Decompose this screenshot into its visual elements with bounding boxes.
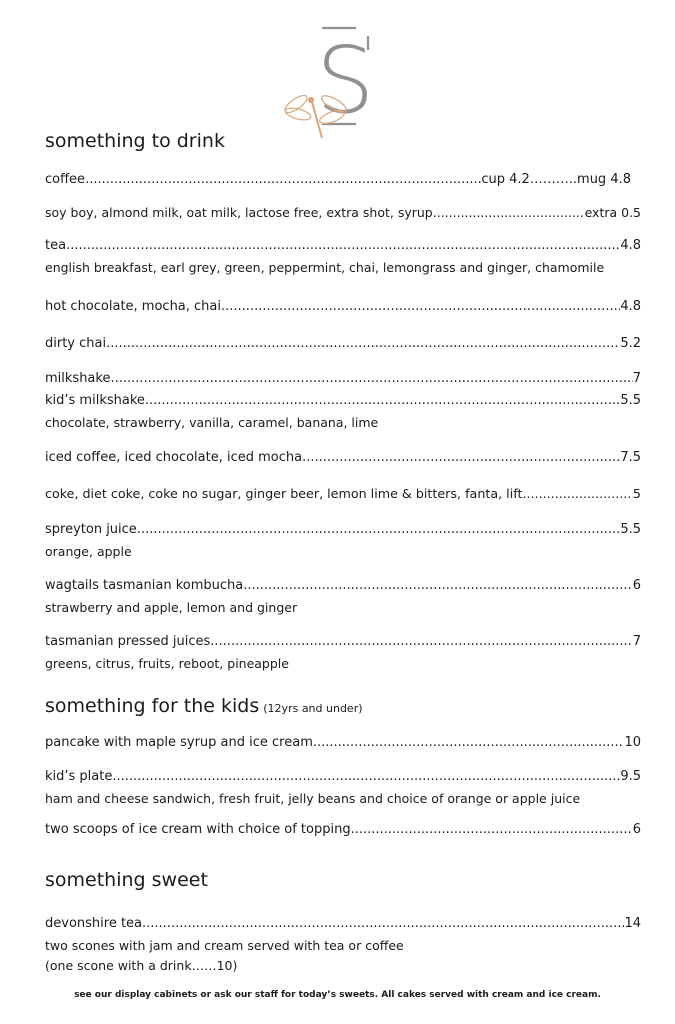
menu-item-kombucha [45,578,641,596]
cafe-logo [282,22,378,144]
item-name: coke, diet coke, coke no sugar, ginger beer, lemon lime & bitters, fanta, lift [45,486,523,501]
item-price: 7 [632,371,641,386]
item-description: two scones with jam and cream served with tea or coffee [45,938,404,953]
item-price: 5.5 [620,522,641,537]
menu-item-ice-cream-scoops [45,822,641,840]
item-name: tasmanian pressed juices [45,634,211,649]
menu-item-tea [45,238,641,256]
item-price: 9.5 [620,769,641,784]
item-name: two scoops of ice cream with choice of topping [45,822,351,837]
leader-dots [302,450,620,465]
leader-dots [221,299,620,314]
leader-dots [112,769,620,784]
item-name: coffee [45,172,86,187]
leader-dots [142,916,624,931]
item-price: 10 [624,735,641,750]
leader-dots [522,486,632,501]
menu-item-hot-chocolate [45,299,641,317]
section-title: something for the kids [45,695,260,717]
leader-dots [313,735,625,750]
menu-item-kids-plate [45,769,641,787]
leader-dots [433,205,585,220]
item-description: chocolate, strawberry, vanilla, caramel, banana, lime [45,415,379,430]
price-cup: cup 4.2 [481,172,530,187]
item-price: extra 0.5 [584,205,641,220]
item-name: iced coffee, iced chocolate, iced mocha [45,450,303,465]
menu-item-spreyton-juice [45,522,641,540]
item-name: hot chocolate, mocha, chai [45,299,222,314]
leader-dots [210,634,632,649]
item-description-secondary: (one scone with a drink……10) [45,958,238,973]
item-description: orange, apple [45,544,132,559]
logo-letter: S [316,27,375,134]
item-description: greens, citrus, fruits, reboot, pineapple [45,656,289,671]
leader-dots [137,522,621,537]
item-name: dirty chai [45,336,107,351]
item-description: strawberry and apple, lemon and ginger [45,600,298,615]
item-name: devonshire tea [45,916,143,931]
leader-dots [106,336,620,351]
leader-dots [66,238,620,253]
item-price: 5 [632,486,641,501]
menu-item-kids-milkshake [45,393,641,411]
menu-item-pressed-juices [45,634,641,652]
section-note: (12yrs and under) [263,702,363,715]
leader-dots [351,822,633,837]
menu-item-milkshake [45,371,641,389]
item-price: 7 [632,634,641,649]
menu-item-extras [45,205,641,223]
leader-dots [110,371,632,386]
footer-note: see our display cabinets or ask our staff for today’s sweets. All cakes served with cream and ice cream. [74,990,601,1000]
item-price: 6 [632,822,641,837]
menu-item-devonshire-tea [45,916,641,934]
section-heading-sweet: something sweet [45,869,208,891]
item-description: ham and cheese sandwich, fresh fruit, jelly beans and choice of orange or apple juice [45,791,581,806]
item-price: 4.8 [620,238,641,253]
menu-item-dirty-chai [45,336,641,354]
price-separator: ……….. [529,172,578,187]
item-name: tea [45,238,67,253]
item-price: 6 [632,578,641,593]
leader-dots [145,393,620,408]
item-price: 5.2 [620,336,641,351]
item-description: english breakfast, earl grey, green, peppermint, chai, lemongrass and ginger, chamomile [45,260,605,275]
item-price: 4.8 [620,299,641,314]
item-price: 5.5 [620,393,641,408]
menu-item-pancake [45,735,641,753]
item-name: pancake with maple syrup and ice cream [45,735,313,750]
item-name: kid’s plate [45,769,113,784]
item-name: spreyton juice [45,522,137,537]
price-mug: mug 4.8 [577,172,631,187]
section-heading-drinks: something to drink [45,130,225,152]
item-price: 14 [624,916,641,931]
menu-item-iced [45,450,641,468]
section-heading-kids [45,695,363,717]
item-name: soy boy, almond milk, oat milk, lactose free, extra shot, syrup [45,205,433,220]
item-name: kid’s milkshake [45,393,145,408]
item-name: milkshake [45,371,111,386]
item-name: wagtails tasmanian kombucha [45,578,244,593]
menu-item-coffee [45,172,641,190]
leader-dots [85,172,481,187]
menu-item-soft-drinks [45,486,641,504]
item-price: 7.5 [620,450,641,465]
leader-dots [243,578,632,593]
